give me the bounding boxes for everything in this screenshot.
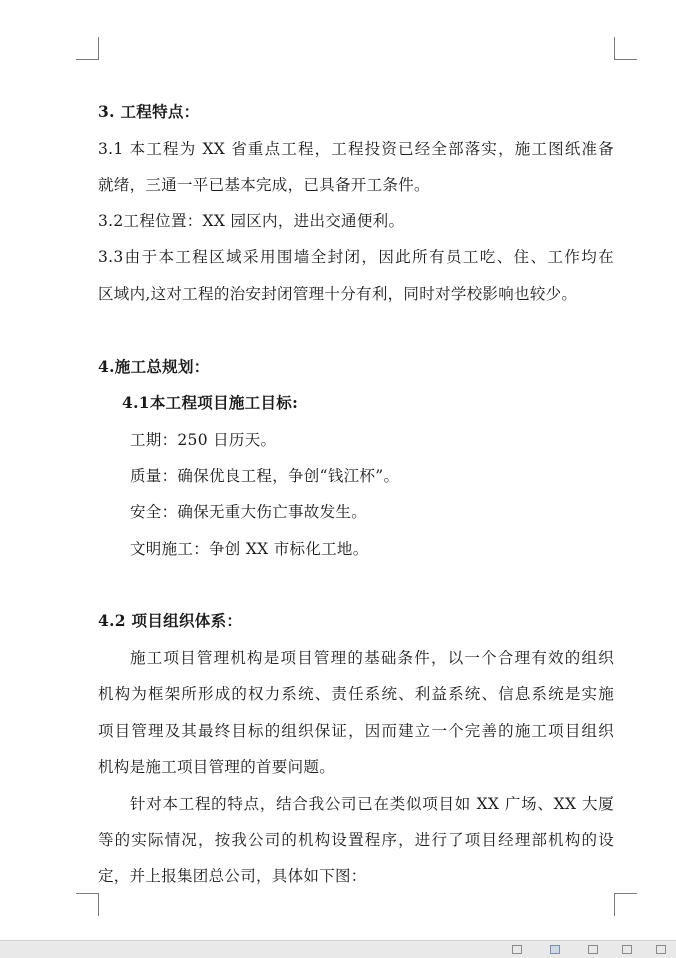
web-layout-icon[interactable] bbox=[588, 945, 598, 954]
draft-icon[interactable] bbox=[656, 945, 666, 954]
paragraph-4-2-line-3: 项目管理及其最终目标的组织保证，因而建立一个完善的施工项目组织 bbox=[98, 722, 614, 740]
outline-icon[interactable] bbox=[622, 945, 632, 954]
print-layout-icon[interactable] bbox=[550, 945, 560, 954]
heading-4-1: 4.1本工程项目施工目标: bbox=[122, 393, 299, 412]
goal-period: 工期：250 日历天。 bbox=[130, 431, 277, 449]
goal-quality: 质量：确保优良工程，争创“钱江杯”。 bbox=[130, 467, 400, 485]
heading-3: 3. 工程特点： bbox=[98, 102, 200, 121]
paragraph-4-2b-line-2: 等的实际情况，按我公司的机构设置程序，进行了项目经理部机构的设 bbox=[98, 831, 614, 849]
crop-mark-bottom-left bbox=[76, 893, 99, 916]
crop-mark-bottom-right bbox=[614, 893, 637, 916]
paragraph-3-3-line-1: 3.3由于本工程区域采用围墙全封闭，因此所有员工吃、住、工作均在 bbox=[98, 248, 614, 266]
paragraph-3-3-line-2: 区域内,这对工程的治安封闭管理十分有利，同时对学校影响也较少。 bbox=[98, 285, 578, 303]
paragraph-3-2: 3.2工程位置：XX 园区内，进出交通便利。 bbox=[98, 212, 405, 230]
paragraph-3-1-line-1: 3.1 本工程为 XX 省重点工程，工程投资已经全部落实，施工图纸准备 bbox=[98, 140, 614, 158]
status-bar bbox=[0, 940, 676, 958]
paragraph-4-2-line-4: 机构是施工项目管理的首要问题。 bbox=[98, 758, 336, 776]
paragraph-4-2b-line-3: 定，并上报集团总公司，具体如下图： bbox=[98, 867, 367, 885]
paragraph-4-2b-line-1: 针对本工程的特点，结合我公司已在类似项目如 XX 广场、XX 大厦 bbox=[130, 795, 614, 813]
paragraph-4-2-line-2: 机构为框架所形成的权力系统、责任系统、利益系统、信息系统是实施 bbox=[98, 685, 614, 703]
crop-mark-top-left bbox=[76, 37, 99, 60]
heading-4-2: 4.2 项目组织体系： bbox=[98, 611, 243, 630]
paragraph-3-1-line-2: 就绪，三通一平已基本完成，已具备开工条件。 bbox=[98, 176, 430, 194]
paragraph-4-2-line-1: 施工项目管理机构是项目管理的基础条件，以一个合理有效的组织 bbox=[130, 649, 614, 667]
heading-4: 4.施工总规划： bbox=[98, 357, 210, 376]
crop-mark-top-right bbox=[614, 37, 637, 60]
goal-civilized: 文明施工：争创 XX 市标化工地。 bbox=[130, 540, 369, 558]
goal-safety: 安全：确保无重大伤亡事故发生。 bbox=[130, 503, 368, 521]
read-mode-icon[interactable] bbox=[512, 945, 522, 954]
